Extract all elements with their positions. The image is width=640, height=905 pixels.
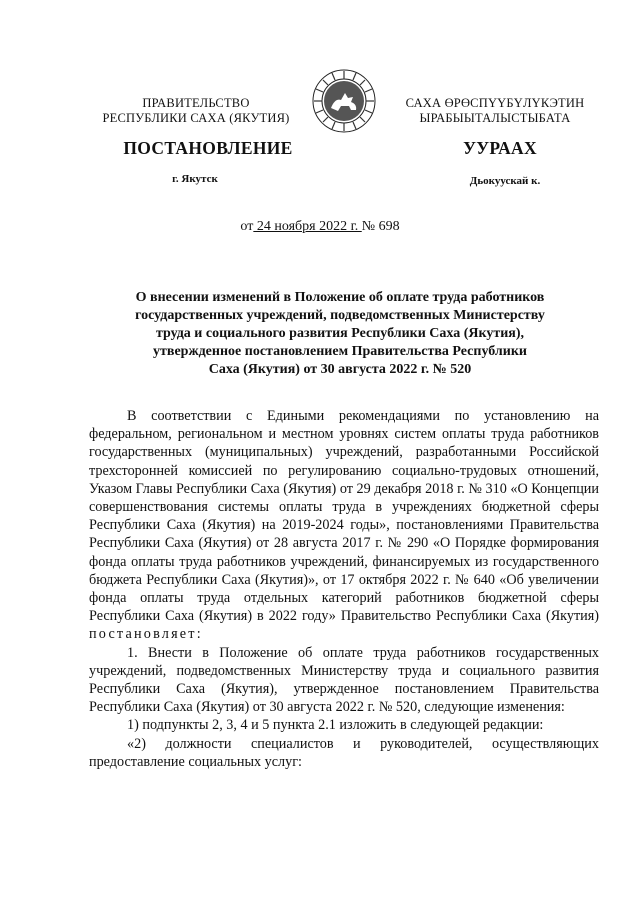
heading-line: утвержденное постановлением Правительства Республики [153, 344, 527, 359]
doc-date: 24 ноября 2022 г. [253, 219, 362, 234]
heading-line: О внесении изменений в Положение об оплате труда работников [135, 290, 545, 305]
date-prefix: от [240, 219, 254, 234]
city-sah: Дьокуускай к. [469, 175, 541, 187]
doc-number: № 698 [361, 219, 400, 234]
coat-of-arms-icon [311, 68, 377, 134]
decree-word: постановляет: [89, 626, 203, 643]
city-ru: г. Якутск [172, 173, 218, 185]
heading-line: Саха (Якутия) от 30 августа 2022 г. № 520 [208, 362, 472, 377]
header-left-line2: РЕСПУБЛИКИ САХА (ЯКУТИЯ) [102, 111, 290, 125]
header-left [96, 96, 296, 126]
doc-type-title-ru: ПОСТАНОВЛЕНИЕ [123, 138, 293, 158]
header-left-line1: ПРАВИТЕЛЬСТВО [142, 96, 250, 110]
doc-heading [100, 289, 580, 379]
doc-body [89, 407, 599, 771]
paragraph-subitem-1: 1) подпункты 2, 3, 4 и 5 пункта 2.1 изложить в следующей редакции: [127, 717, 544, 734]
paragraph-preamble [89, 407, 599, 644]
header-right-line2: ЫРАБЫЫТАЛЫСТЫБАТА [419, 111, 571, 125]
paragraph-item-1: 1. Внести в Положение об оплате труда работников государственных учреждений, подведомственных Министерству труда и социального развития Республики Саха (Якутия), утвержденное постановлением Правительства Республики Саха (Якутия) от 30 августа 2022 г. № 520, следующие изменения: [89, 644, 599, 716]
header-right-line1: САХА ӨРӨСПҮҮБҮЛҮКЭТИН [405, 96, 585, 110]
heading-line: труда и социального развития Республики Саха (Якутия), [155, 326, 525, 341]
doc-type-title-sah: УУРААХ [463, 138, 537, 158]
paragraph-quote: «2) должности специалистов и руководителей, осуществляющих предоставление социальных услуг: [89, 735, 599, 770]
heading-line: государственных учреждений, подведомственных Министерству [135, 308, 545, 323]
preamble-text: В соответствии с Едиными рекомендациями по установлению на федеральном, региональном и местном уровнях систем оплаты труда работников государственных (муниципальных) учреждений, разработанными Российской трехсторонней комиссией по регулированию социально-трудовых отношений, Указом Главы Республики Саха (Якутия) от 29 декабря 2018 г. № 310 «О Концепции совершенствования системы оплаты труда в учреждениях бюджетной сферы Республики Саха (Якутия) на 2019-2024 годы», постановлениями Правительства Республики Саха (Якутия) от 28 августа 2017 г. № 290 «О Порядке формирования фонда оплаты труда работников учреждений, финансируемых из государственного бюджета Республики Саха (Якутия)», от 17 октября 2022 г. № 640 «Об увеличении фонда оплаты труда отдельных категорий работников бюджетной сферы Республики Саха (Якутия) в 2022 году» Правительство Республики Саха (Якутия) [89, 408, 599, 625]
date-number-line [0, 219, 640, 235]
header-right [390, 96, 600, 126]
